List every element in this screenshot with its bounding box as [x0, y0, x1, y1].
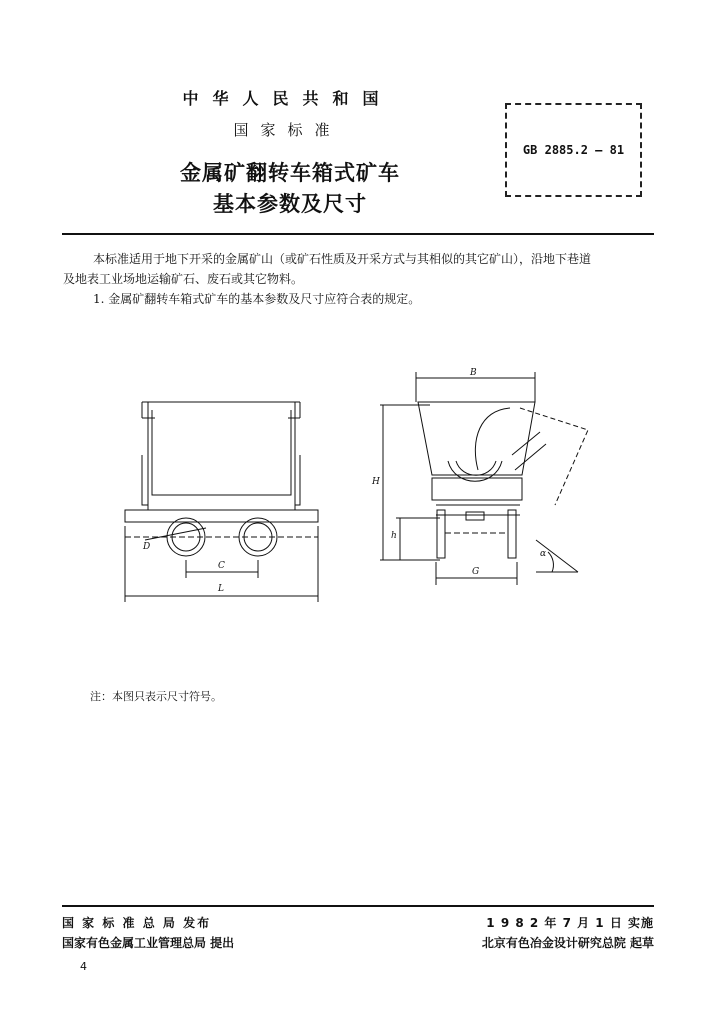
side-view — [380, 372, 588, 585]
effective-date: 1 9 8 2 年 7 月 1 日 实施 — [486, 916, 654, 930]
scope-paragraph-line1: 本标准适用于地下开采的金属矿山（或矿石性质及开采方式与其相似的其它矿山），沿地下巷道 — [93, 252, 592, 266]
scope-paragraph-line2: 及地表工业场地运输矿石、废石或其它物料。 — [63, 272, 304, 286]
label-L: L — [218, 584, 224, 594]
document-title-line1: 金属矿翻转车箱式矿车 — [180, 161, 400, 185]
label-h: h — [391, 531, 397, 541]
national-standard-label: 国家标准 — [233, 121, 342, 139]
page-number: 4 — [80, 960, 87, 973]
clause-1: 1. 金属矿翻转车箱式矿车的基本参数及尺寸应符合表的规定。 — [93, 292, 421, 306]
standard-code: GB 2885.2 — 81 — [522, 143, 625, 157]
front-view — [125, 402, 318, 602]
footer-divider — [62, 905, 654, 907]
label-B: B — [470, 368, 477, 378]
label-D: D — [143, 542, 151, 552]
country-name: 中华人民共和国 — [182, 89, 393, 108]
label-alpha: α — [540, 549, 547, 559]
label-C: C — [218, 561, 225, 571]
figure-note: 注：本图只表示尺寸符号。 — [90, 690, 222, 703]
label-G: G — [472, 567, 480, 577]
issuer: 国 家 标 准 总 局 发布 — [62, 916, 212, 930]
label-H: H — [372, 477, 380, 487]
drafter: 北京有色冶金设计研究总院 起草 — [481, 936, 654, 950]
document-title-line2: 基本参数及尺寸 — [213, 192, 367, 216]
proposer: 国家有色金属工业管理总局 提出 — [62, 936, 235, 950]
